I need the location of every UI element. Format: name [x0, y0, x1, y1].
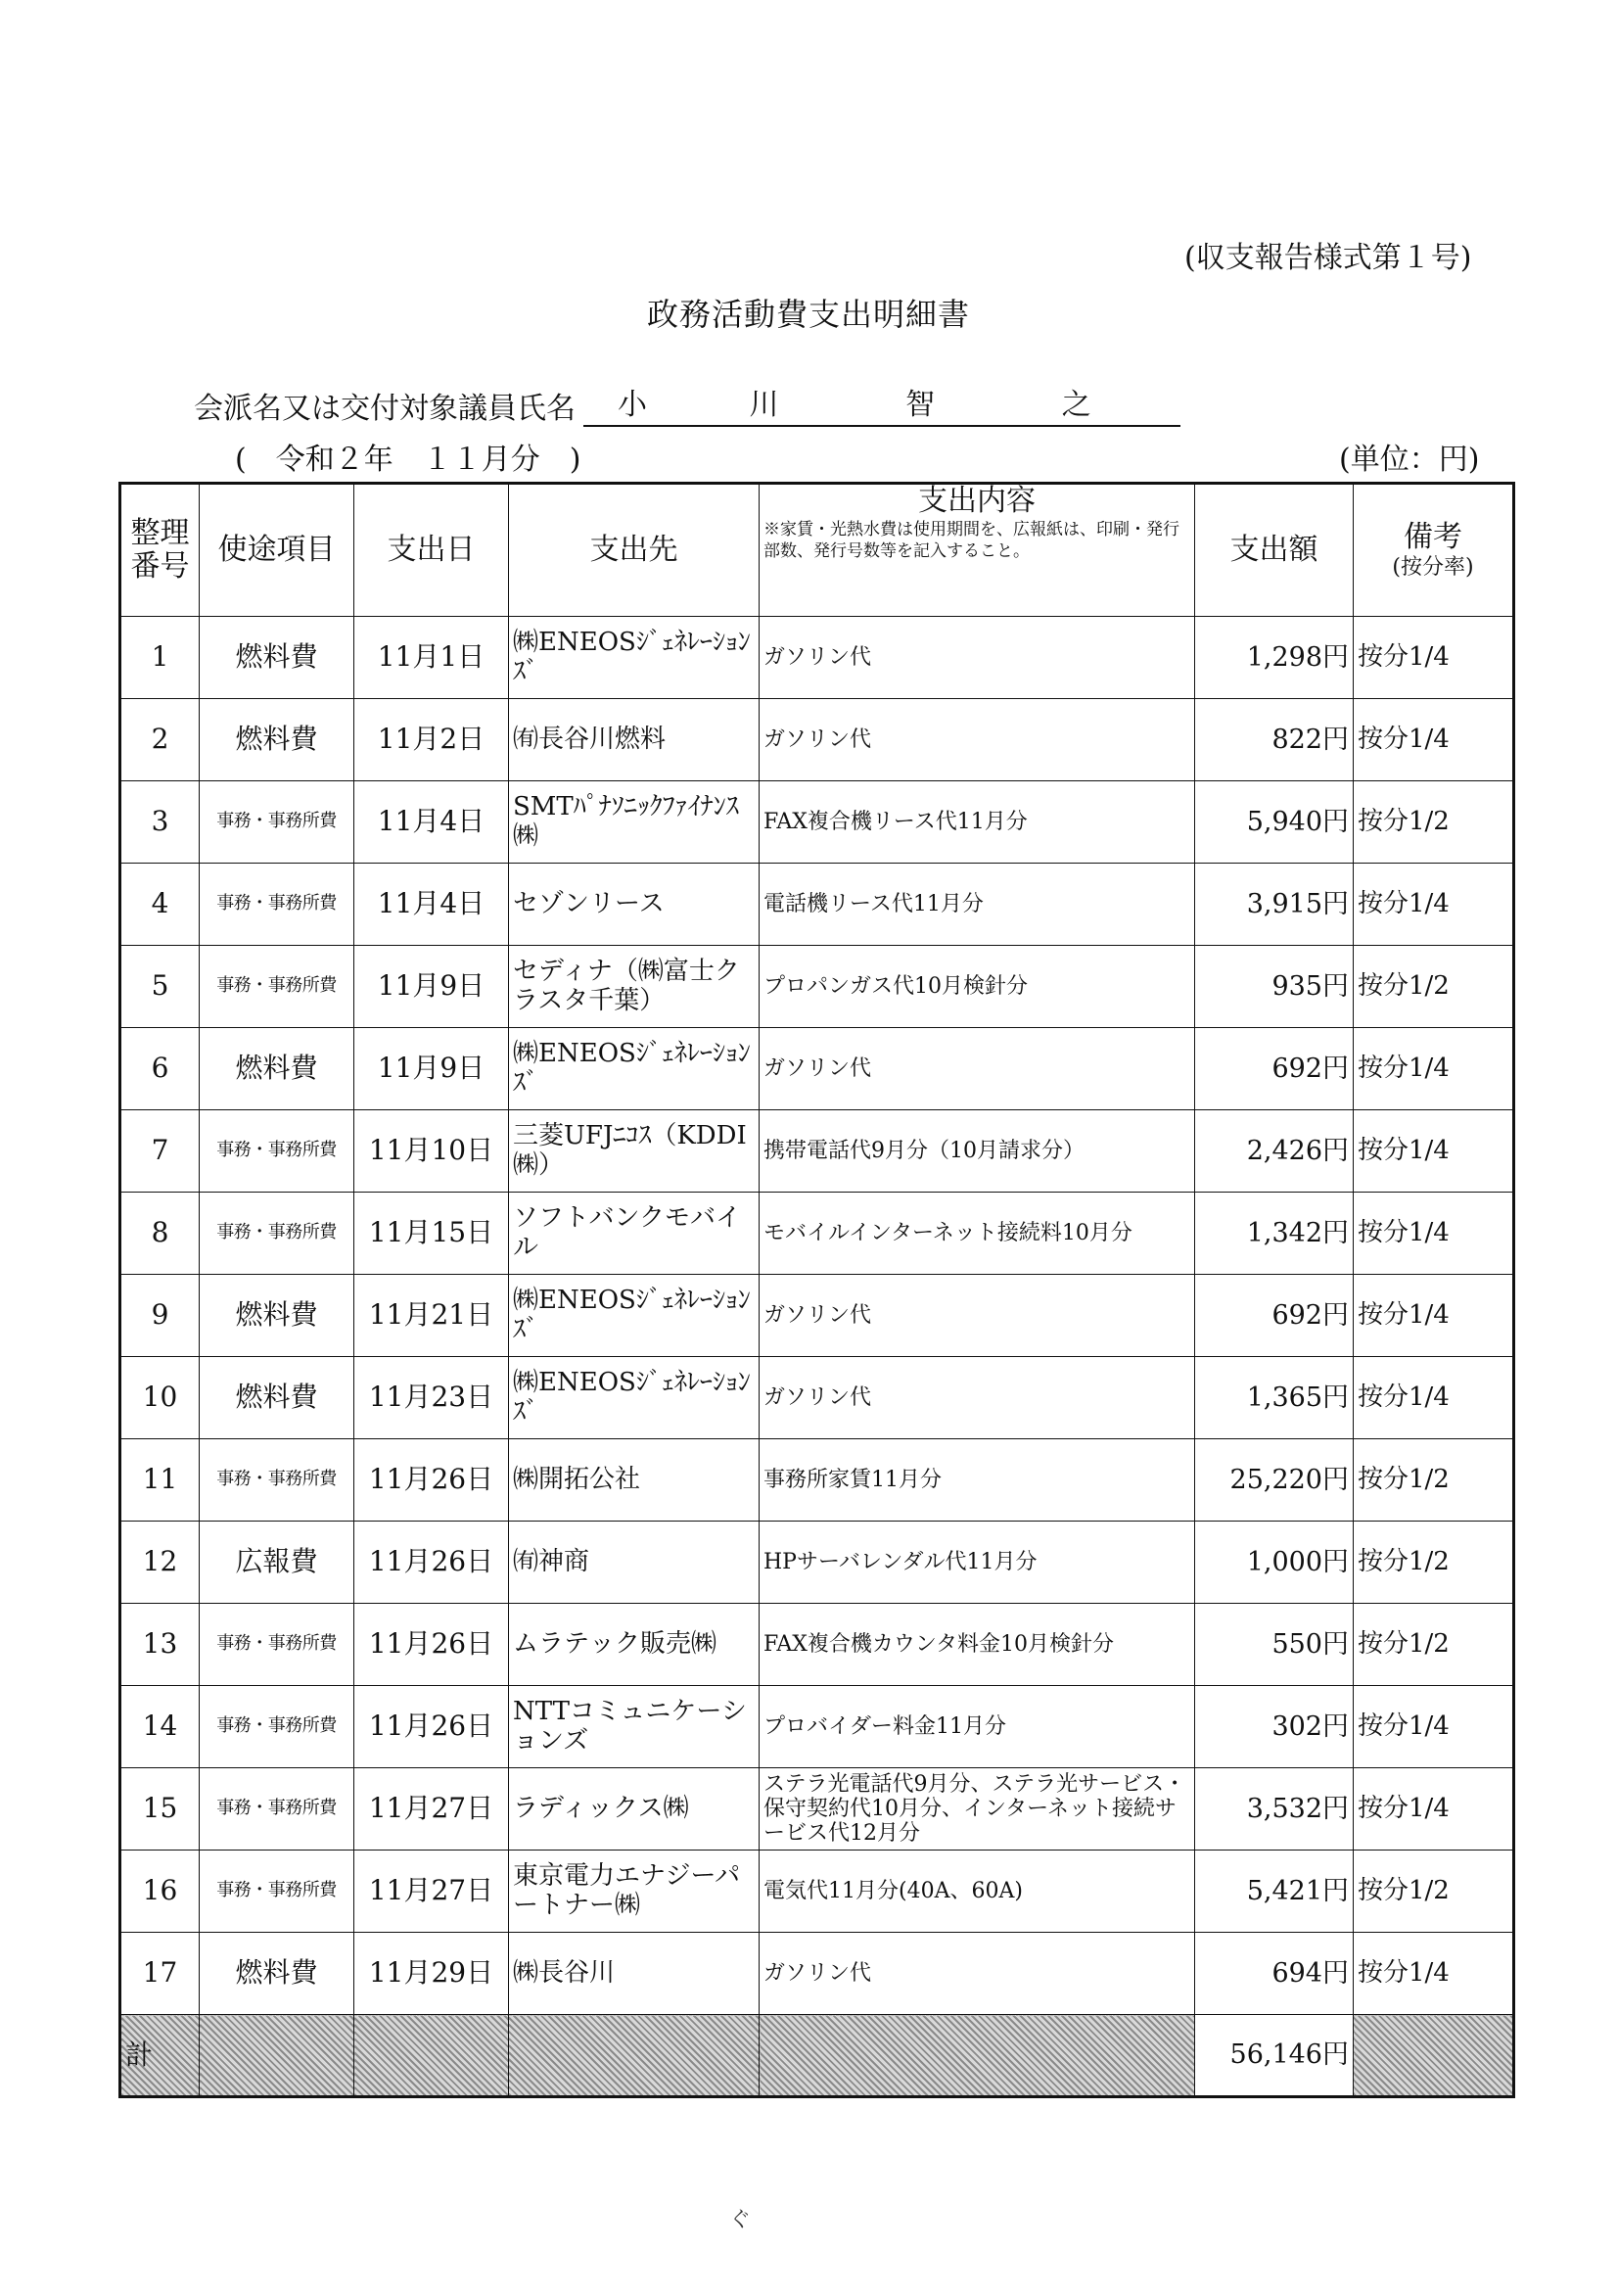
total-shaded-cell	[1354, 2015, 1514, 2097]
row-number: 2	[120, 699, 200, 781]
header-content-main: 支出内容	[918, 484, 1036, 518]
row-remark: 按分1/4	[1354, 1028, 1514, 1110]
row-remark: 按分1/2	[1354, 781, 1514, 864]
row-amount: 1,000円	[1195, 1522, 1354, 1604]
row-number: 13	[120, 1604, 200, 1686]
header-remark	[1354, 484, 1514, 617]
header-content-note: ※家賃・光熱水費は使用期間を、広報紙は、印刷・発行部数、発行号数等を記入すること。	[763, 519, 1179, 561]
row-description: 事務所家賃11月分	[760, 1439, 1195, 1522]
expense-table	[118, 482, 1515, 2098]
row-number: 6	[120, 1028, 200, 1110]
row-amount: 1,365円	[1195, 1357, 1354, 1439]
row-category: 事務・事務所費	[200, 1686, 354, 1768]
table-row	[120, 1522, 1514, 1604]
row-date: 11月21日	[354, 1275, 509, 1357]
row-number: 17	[120, 1933, 200, 2015]
row-remark: 按分1/4	[1354, 699, 1514, 781]
row-description: プロパンガス代10月検針分	[760, 946, 1195, 1028]
table-row	[120, 1357, 1514, 1439]
header-date: 支出日	[354, 484, 509, 617]
table-body	[120, 617, 1514, 2015]
row-date: 11月4日	[354, 781, 509, 864]
row-number: 4	[120, 864, 200, 946]
row-date: 11月4日	[354, 864, 509, 946]
row-category: 燃料費	[200, 1275, 354, 1357]
row-description: ステラ光電話代9月分、ステラ光サービス・保守契約代10月分、インターネット接続サービス代12月分	[760, 1768, 1195, 1851]
table-row	[120, 946, 1514, 1028]
row-remark: 按分1/4	[1354, 1933, 1514, 2015]
row-remark: 按分1/4	[1354, 1110, 1514, 1193]
row-remark: 按分1/4	[1354, 1768, 1514, 1851]
table-row	[120, 781, 1514, 864]
row-payee: NTTコミュニケーションズ	[509, 1686, 760, 1768]
row-remark: 按分1/2	[1354, 1851, 1514, 1933]
row-date: 11月23日	[354, 1357, 509, 1439]
row-description: FAX複合機リース代11月分	[760, 781, 1195, 864]
row-category: 燃料費	[200, 1933, 354, 2015]
row-remark: 按分1/2	[1354, 1522, 1514, 1604]
row-remark: 按分1/4	[1354, 1275, 1514, 1357]
header-content	[760, 484, 1195, 617]
row-remark: 按分1/4	[1354, 617, 1514, 699]
row-category: 燃料費	[200, 699, 354, 781]
table-row	[120, 1851, 1514, 1933]
total-shaded-cell	[200, 2015, 354, 2097]
row-date: 11月26日	[354, 1439, 509, 1522]
row-payee: ㈲長谷川燃料	[509, 699, 760, 781]
row-number: 5	[120, 946, 200, 1028]
row-date: 11月26日	[354, 1522, 509, 1604]
row-payee: 三菱UFJﾆｺｽ（KDDI㈱）	[509, 1110, 760, 1193]
row-category: 事務・事務所費	[200, 1110, 354, 1193]
period: ( 令和２年 １１月分 )	[235, 443, 581, 477]
table-row	[120, 1768, 1514, 1851]
row-description: FAX複合機カウンタ料金10月検針分	[760, 1604, 1195, 1686]
table-header-row	[120, 484, 1514, 617]
row-category: 事務・事務所費	[200, 1768, 354, 1851]
member-label: 会派名又は交付対象議員氏名	[194, 392, 576, 426]
row-number: 15	[120, 1768, 200, 1851]
row-number: 1	[120, 617, 200, 699]
member-name-char: 之	[1061, 388, 1091, 422]
row-number: 9	[120, 1275, 200, 1357]
row-category: 事務・事務所費	[200, 781, 354, 864]
row-remark: 按分1/2	[1354, 1604, 1514, 1686]
row-amount: 694円	[1195, 1933, 1354, 2015]
row-number: 16	[120, 1851, 200, 1933]
row-date: 11月15日	[354, 1193, 509, 1275]
row-payee: セディナ（㈱富士クラスタ千葉）	[509, 946, 760, 1028]
member-name	[583, 380, 1180, 427]
row-description: 電話機リース代11月分	[760, 864, 1195, 946]
row-date: 11月2日	[354, 699, 509, 781]
header-remark-main: 備考	[1404, 520, 1462, 555]
row-remark: 按分1/4	[1354, 1357, 1514, 1439]
row-number: 10	[120, 1357, 200, 1439]
row-amount: 2,426円	[1195, 1110, 1354, 1193]
row-amount: 302円	[1195, 1686, 1354, 1768]
row-remark: 按分1/2	[1354, 946, 1514, 1028]
row-amount: 1,342円	[1195, 1193, 1354, 1275]
table-row	[120, 1275, 1514, 1357]
form-number: (収支報告様式第１号)	[1184, 241, 1472, 275]
row-payee: SMTﾊﾟﾅｿﾆｯｸﾌｧｲﾅﾝｽ㈱	[509, 781, 760, 864]
row-amount: 935円	[1195, 946, 1354, 1028]
header-remark-sub: (按分率)	[1392, 554, 1474, 580]
row-date: 11月9日	[354, 946, 509, 1028]
member-name-char: 川	[749, 388, 779, 422]
document-title: 政務活動費支出明細書	[646, 296, 970, 333]
row-date: 11月26日	[354, 1686, 509, 1768]
unit-label: (単位：円)	[1339, 443, 1480, 477]
table-row	[120, 1604, 1514, 1686]
row-description: ガソリン代	[760, 1357, 1195, 1439]
row-payee: ㈲神商	[509, 1522, 760, 1604]
row-payee: ㈱ENEOSｼﾞｪﾈﾚｰｼｮﾝｽﾞ	[509, 1275, 760, 1357]
row-remark: 按分1/2	[1354, 1439, 1514, 1522]
row-amount: 822円	[1195, 699, 1354, 781]
row-number: 7	[120, 1110, 200, 1193]
total-amount: 56,146円	[1195, 2015, 1354, 2097]
row-payee: ㈱ENEOSｼﾞｪﾈﾚｰｼｮﾝｽﾞ	[509, 1357, 760, 1439]
row-description: ガソリン代	[760, 1933, 1195, 2015]
row-number: 11	[120, 1439, 200, 1522]
row-amount: 5,421円	[1195, 1851, 1354, 1933]
row-date: 11月29日	[354, 1933, 509, 2015]
row-category: 事務・事務所費	[200, 1193, 354, 1275]
row-payee: セゾンリース	[509, 864, 760, 946]
row-description: 電気代11月分(40A、60A)	[760, 1851, 1195, 1933]
row-date: 11月26日	[354, 1604, 509, 1686]
row-amount: 3,532円	[1195, 1768, 1354, 1851]
row-remark: 按分1/4	[1354, 1686, 1514, 1768]
total-row	[120, 2015, 1514, 2097]
row-number: 8	[120, 1193, 200, 1275]
header-amount: 支出額	[1195, 484, 1354, 617]
total-shaded-cell	[760, 2015, 1195, 2097]
row-amount: 550円	[1195, 1604, 1354, 1686]
table-row	[120, 1439, 1514, 1522]
row-category: 事務・事務所費	[200, 1439, 354, 1522]
row-category: 燃料費	[200, 1357, 354, 1439]
header-payee: 支出先	[509, 484, 760, 617]
row-payee: ㈱ENEOSｼﾞｪﾈﾚｰｼｮﾝｽﾞ	[509, 1028, 760, 1110]
row-category: 広報費	[200, 1522, 354, 1604]
total-shaded-cell	[354, 2015, 509, 2097]
row-category: 事務・事務所費	[200, 1604, 354, 1686]
table-row	[120, 1193, 1514, 1275]
table-row	[120, 699, 1514, 781]
member-name-char: 小	[618, 388, 647, 422]
row-date: 11月27日	[354, 1768, 509, 1851]
table-row	[120, 1028, 1514, 1110]
row-description: モバイルインターネット接続料10月分	[760, 1193, 1195, 1275]
row-amount: 3,915円	[1195, 864, 1354, 946]
header-category: 使途項目	[200, 484, 354, 617]
row-description: 携帯電話代9月分（10月請求分）	[760, 1110, 1195, 1193]
row-description: ガソリン代	[760, 699, 1195, 781]
row-description: ガソリン代	[760, 1028, 1195, 1110]
row-amount: 692円	[1195, 1028, 1354, 1110]
row-number: 12	[120, 1522, 200, 1604]
header-number: 整理番号	[120, 484, 200, 617]
row-amount: 5,940円	[1195, 781, 1354, 864]
row-payee: ㈱開拓公社	[509, 1439, 760, 1522]
table-row	[120, 1933, 1514, 2015]
row-description: ガソリン代	[760, 1275, 1195, 1357]
table-row	[120, 617, 1514, 699]
row-payee: ㈱長谷川	[509, 1933, 760, 2015]
row-category: 事務・事務所費	[200, 946, 354, 1028]
row-remark: 按分1/4	[1354, 864, 1514, 946]
row-number: 3	[120, 781, 200, 864]
row-amount: 692円	[1195, 1275, 1354, 1357]
table-row	[120, 864, 1514, 946]
row-category: 事務・事務所費	[200, 864, 354, 946]
row-payee: ソフトバンクモバイル	[509, 1193, 760, 1275]
row-description: プロバイダー料金11月分	[760, 1686, 1195, 1768]
row-description: HPサーバレンダル代11月分	[760, 1522, 1195, 1604]
row-date: 11月9日	[354, 1028, 509, 1110]
row-amount: 1,298円	[1195, 617, 1354, 699]
page-mark: ぐ	[729, 2208, 752, 2232]
row-payee: ㈱ENEOSｼﾞｪﾈﾚｰｼｮﾝｽﾞ	[509, 617, 760, 699]
row-date: 11月1日	[354, 617, 509, 699]
total-label: 計	[120, 2015, 200, 2097]
row-category: 燃料費	[200, 617, 354, 699]
table-row	[120, 1686, 1514, 1768]
row-payee: 東京電力エナジーパートナー㈱	[509, 1851, 760, 1933]
row-date: 11月10日	[354, 1110, 509, 1193]
member-name-char: 智	[905, 388, 936, 422]
row-payee: ラディックス㈱	[509, 1768, 760, 1851]
row-category: 事務・事務所費	[200, 1851, 354, 1933]
row-description: ガソリン代	[760, 617, 1195, 699]
total-shaded-cell	[509, 2015, 760, 2097]
row-number: 14	[120, 1686, 200, 1768]
table-row	[120, 1110, 1514, 1193]
row-amount: 25,220円	[1195, 1439, 1354, 1522]
row-date: 11月27日	[354, 1851, 509, 1933]
row-payee: ムラテック販売㈱	[509, 1604, 760, 1686]
row-category: 燃料費	[200, 1028, 354, 1110]
member-row	[194, 380, 1180, 427]
row-remark: 按分1/4	[1354, 1193, 1514, 1275]
